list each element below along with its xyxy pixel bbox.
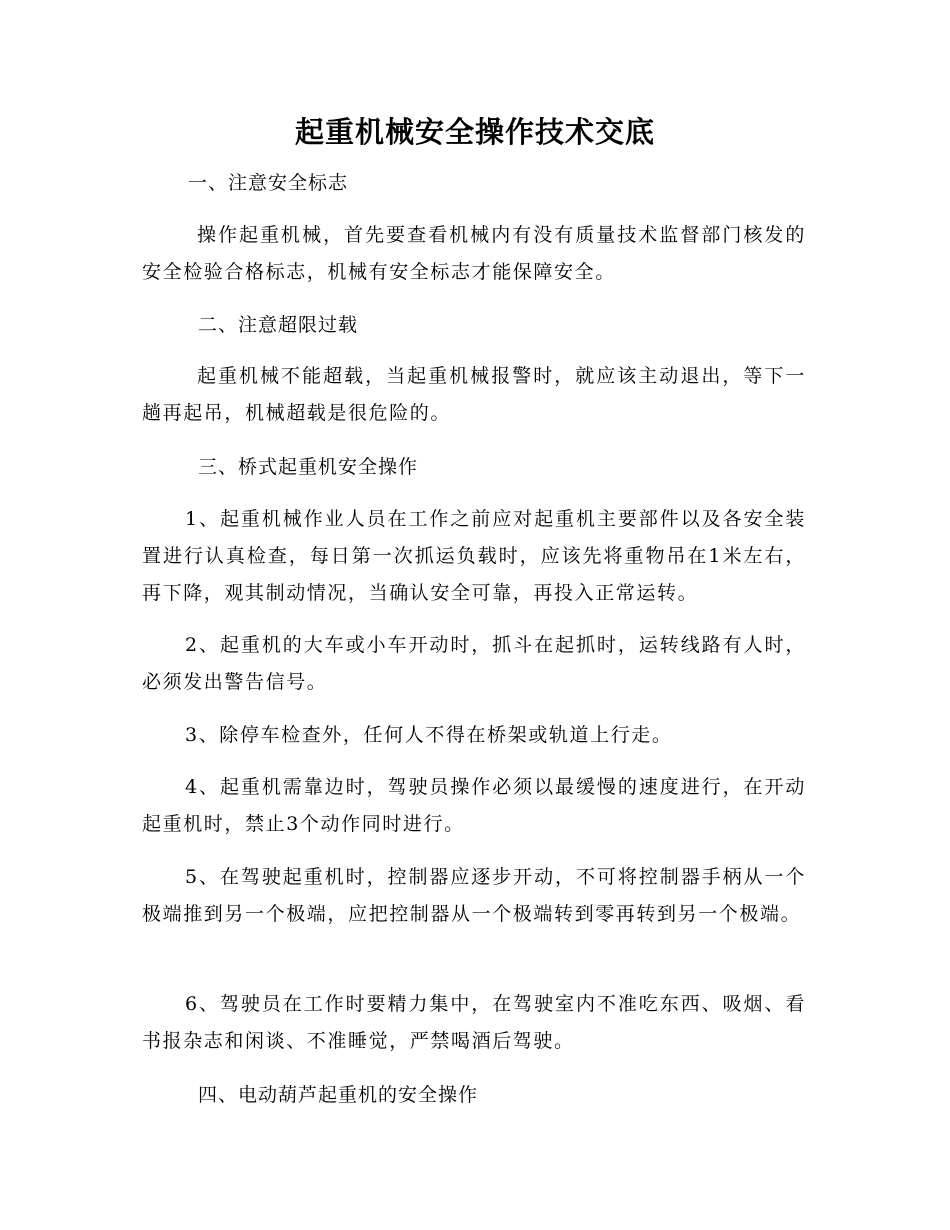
section-heading-4: 四、电动葫芦起重机的安全操作: [198, 1084, 479, 1106]
section-3-item-5: 5、在驾驶起重机时，控制器应逐步开动，不可将控制器手柄从一个极端推到另一个极端，应把控制器从一个极端转到零再转到另一个极端。: [142, 866, 806, 925]
section-heading-2: 二、注意超限过载: [198, 314, 359, 336]
section-3-item-2: 2、起重机的大车或小车开动时，抓斗在起抓时，运转线路有人时，必须发出警告信号。: [142, 634, 806, 693]
section-1-paragraph: 操作起重机械，首先要查看机械内有没有质量技术监督部门核发的安全检验合格标志，机械有安全标志才能保障安全。: [142, 224, 806, 283]
section-heading-1: 一、注意安全标志: [188, 172, 349, 194]
section-3-item-3: 3、除停车检查外，任何人不得在桥架或轨道上行走。: [185, 724, 673, 746]
section-3-item-1: 1、起重机械作业人员在工作之前应对起重机主要部件以及各安全装置进行认真检查，每日第一次抓运负载时，应该先将重物吊在1米左右，再下降，观其制动情况，当确认安全可靠，再投入正常运转。: [142, 508, 806, 604]
section-3-item-4: 4、起重机需靠边时，驾驶员操作必须以最缓慢的速度进行，在开动起重机时，禁止3个动作同时进行。: [142, 776, 806, 835]
page-title: 起重机械安全操作技术交底: [294, 115, 655, 149]
section-2-paragraph: 起重机械不能超载，当起重机械报警时，就应该主动退出，等下一趟再起吊，机械超载是很危险的。: [142, 365, 806, 424]
section-3-item-6: 6、驾驶员在工作时要精力集中，在驾驶室内不准吃东西、吸烟、看书报杂志和闲谈、不准睡觉，严禁喝酒后驾驶。: [142, 993, 806, 1052]
section-heading-3: 三、桥式起重机安全操作: [198, 456, 419, 478]
